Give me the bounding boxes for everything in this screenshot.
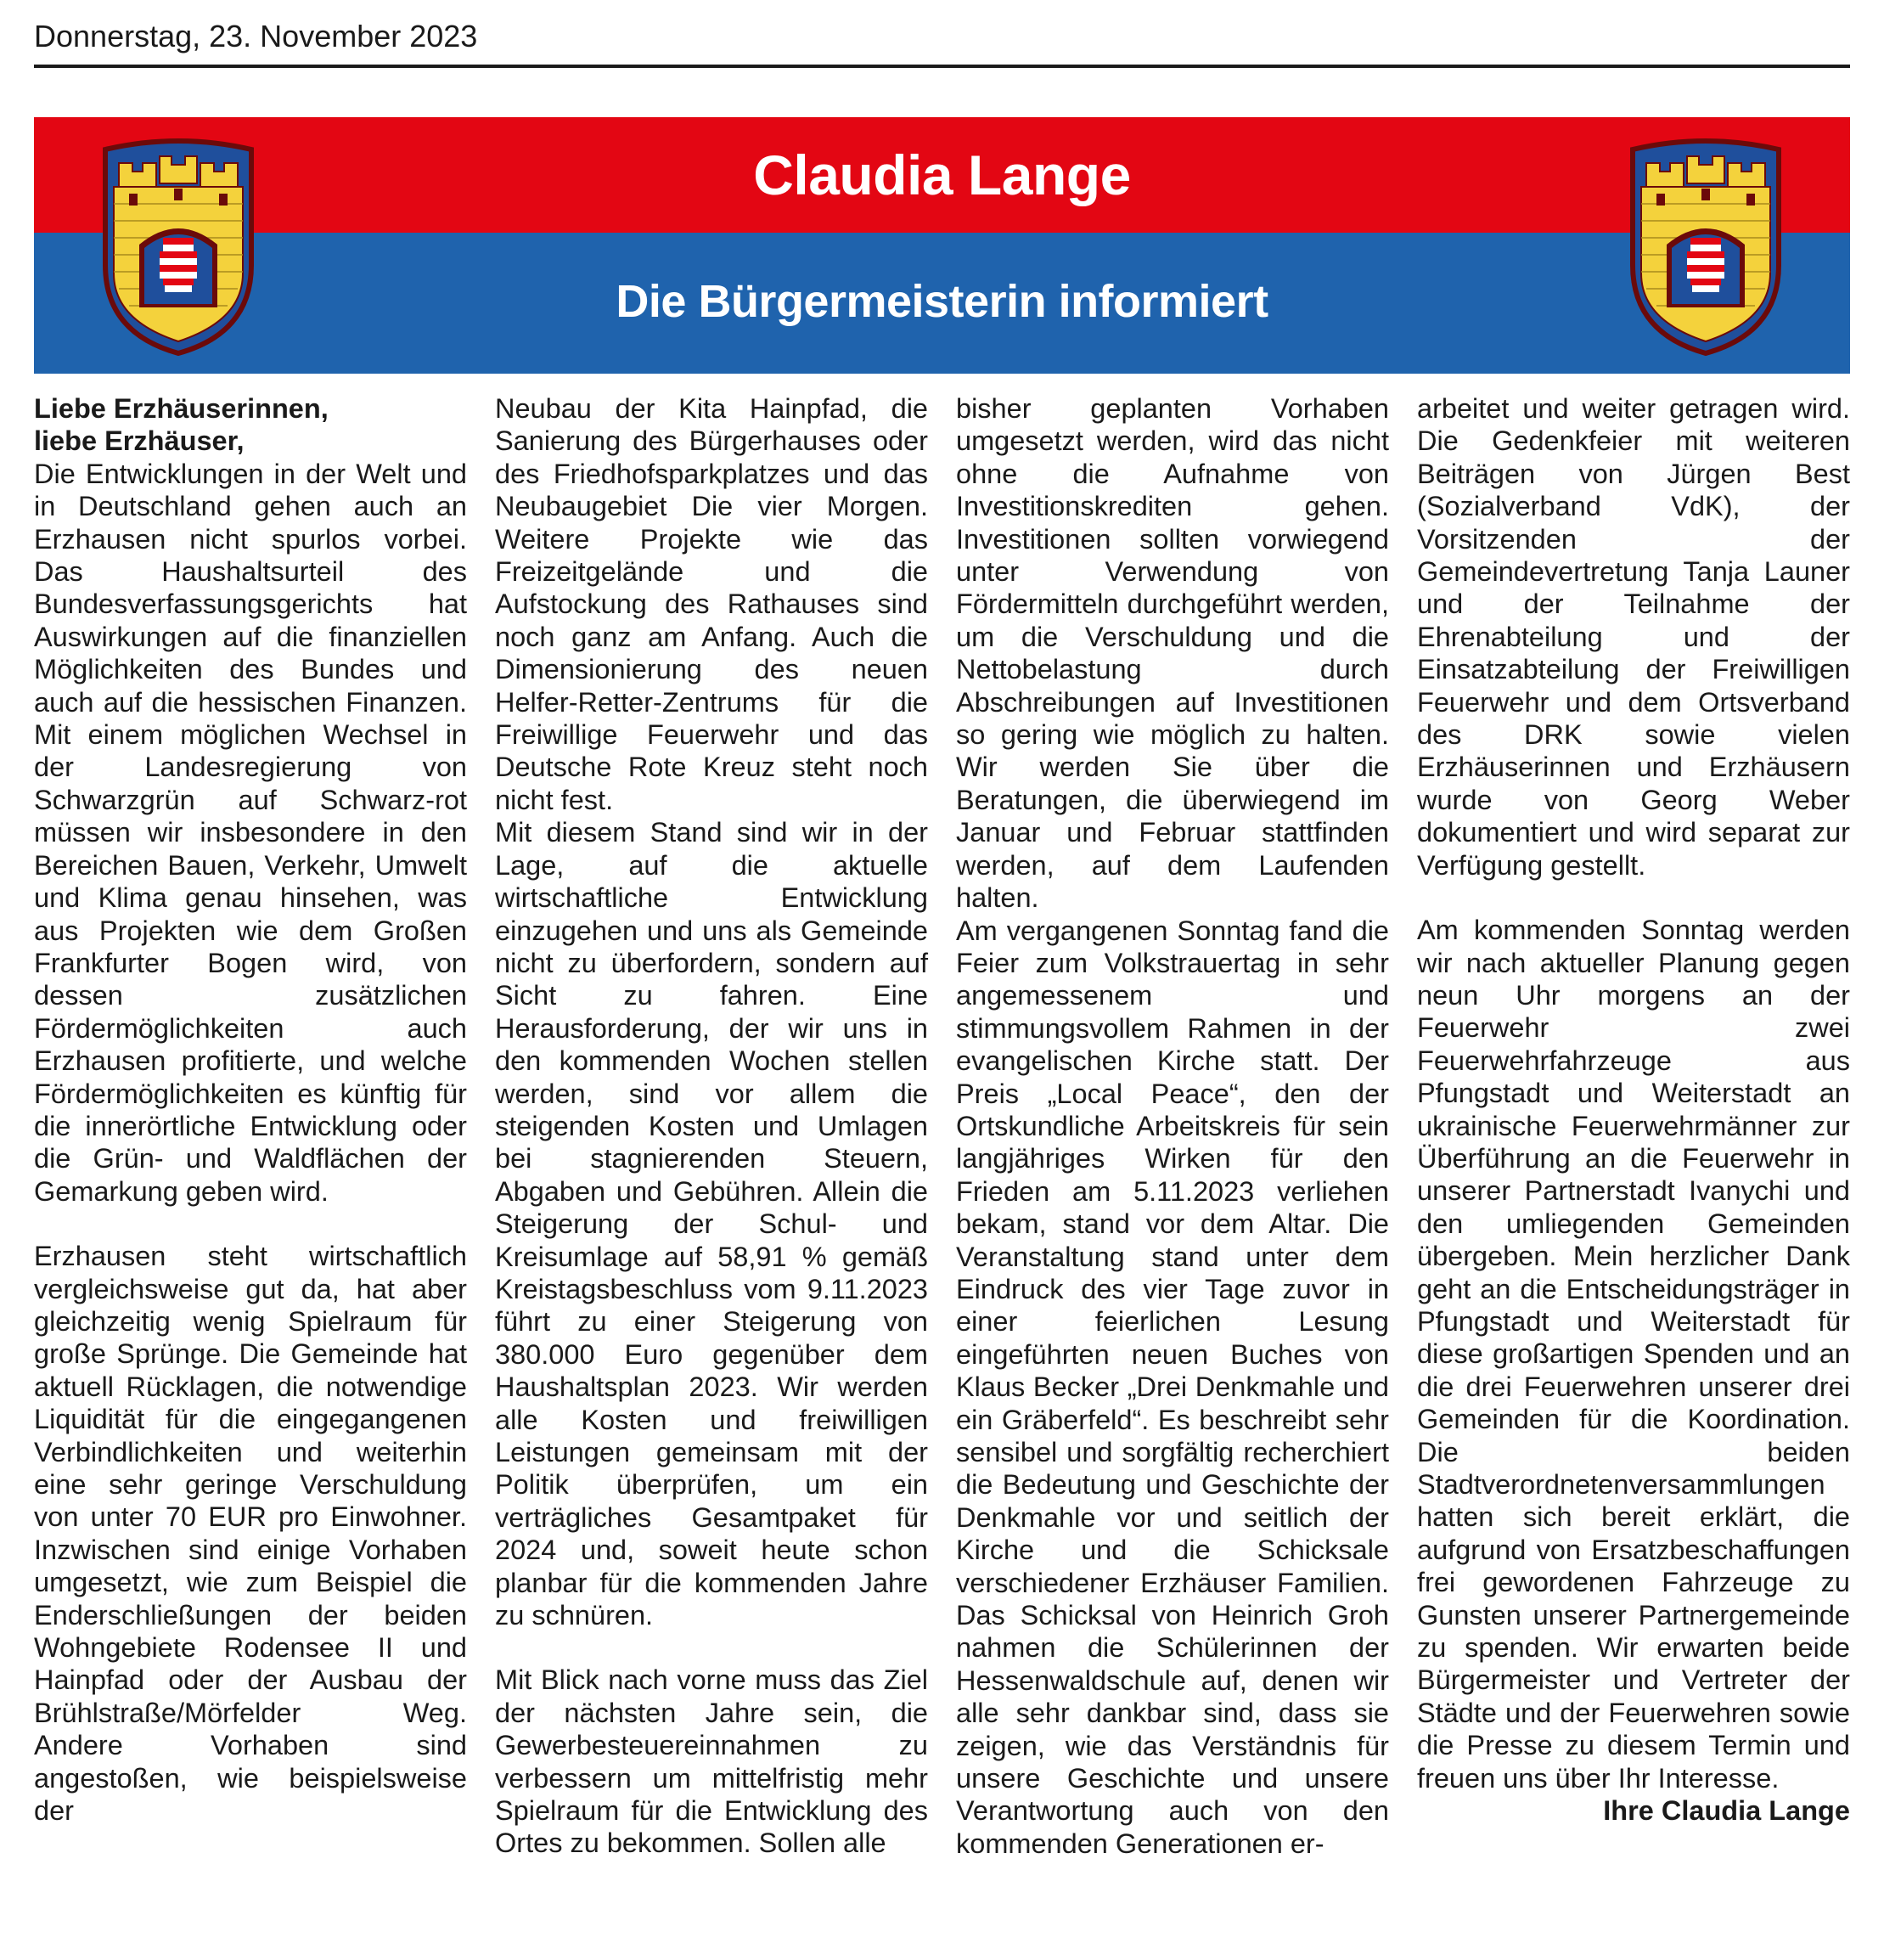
paragraph: Am vergangenen Sonntag fand die Feier zum Volkstrauertag in sehr angemessenem und stimmungsvollem Rahmen in der evangelischen Kirche statt. Der Preis „Local Peace“, den der Ortskundliche Arbeitskreis für sein langjähriges Wirken für den Frieden am 5.11.2023 verliehen bekam, stand vor dem Altar. Die Veranstaltung stand unter dem Eindruck des vier Tage zuvor in einer feierlichen Lesung eingeführten neuen Buches von Klaus Becker „Drei Denkmahle und ein Gräberfeld“. Es beschreibt sehr sensibel und sorgfältig recherchiert die Bedeutung und Geschichte der Denkmahle vor und seitlich der Kirche und die Schicksale verschiedener Erzhäuser Familien. Das Schicksal von Heinrich Groh nahmen die Schülerinnen der Hessenwaldschule auf, denen wir alle sehr dankbar sind, dass sie zeigen, wie das Verständnis für unsere Geschichte und unsere Verantwortung auch von den kommenden Generationen er- xyxy=(956,915,1389,1859)
signature: Ihre Claudia Lange xyxy=(1603,1795,1850,1827)
article-column-3 xyxy=(956,392,1389,1860)
paragraph: arbeitet und weiter getragen wird. Die Gedenkfeier mit weiteren Beiträgen von Jürgen Best (Sozialverband VdK), der Vorsitzenden der Gemeindevertretung Tanja Launer und der Teilnahme der Ehrenabteilung und der Einsatzabteilung der Freiwilligen Feuerwehr und dem Ortsverband des DRK sowie vielen Erzhäuserinnen und Erzhäusern wurde von Georg Weber dokumentiert und wird separat zur Verfügung gestellt. xyxy=(1417,393,1850,881)
paragraph: bisher geplanten Vorhaben umgesetzt werden, wird das nicht ohne die Aufnahme von Investitionskrediten gehen. Investitionen sollten vorwiegend unter Verwendung von Fördermitteln durchgeführt werden, um die Verschuldung und die Nettobelastung durch Abschreibungen auf Investitionen so gering wie möglich zu halten. Wir werden Sie über die Beratungen, die überwiegend im Januar und Februar stattfinden werden, auf dem Laufenden halten. xyxy=(956,393,1389,914)
publication-date: Donnerstag, 23. November 2023 xyxy=(34,19,478,54)
paragraph: Mit Blick nach vorne muss das Ziel der nächsten Jahre sein, die Gewerbesteuereinnahmen zu verbessern um mittelfristig mehr Spielraum für die Entwicklung des Ortes zu bekommen. Sollen alle xyxy=(495,1664,928,1859)
column-banner xyxy=(34,117,1850,374)
banner-subtitle: Die Bürgermeisterin informiert xyxy=(616,276,1268,327)
greeting-line-1: Liebe Erzhäuserinnen, xyxy=(34,393,329,424)
greeting-line-2: liebe Erzhäuser, xyxy=(34,425,245,457)
article-column-2 xyxy=(495,392,928,1860)
header-rule xyxy=(34,65,1850,68)
article-column-4 xyxy=(1417,392,1850,1827)
article-column-1 xyxy=(34,392,467,1827)
article-body xyxy=(34,392,1850,1946)
paragraph: Neubau der Kita Hainpfad, die Sanierung des Bürgerhauses oder des Friedhofsparkplatzes und das Neubaugebiet Die vier Morgen. Weitere Projekte wie das Freizeitgelände und die Aufstockung des Rathauses sind noch ganz am Anfang. Auch die Dimensionierung des neuen Helfer-Retter-Zentrums für die Freiwillige Feuerwehr und das Deutsche Rote Kreuz steht noch nicht fest. xyxy=(495,393,928,815)
banner-title: Claudia Lange xyxy=(753,144,1131,206)
paragraph: Mit diesem Stand sind wir in der Lage, auf die aktuelle wirtschaftliche Entwicklung einzugehen und uns als Gemeinde nicht zu überfordern, sondern auf Sicht zu fahren. Eine Herausforderung, der wir uns in den kommenden Wochen stellen werden, sind vor allem die steigenden Kosten und Umlagen bei stagnierenden Steuern, Abgaben und Gebühren. Allein die Steigerung der Schul- und Kreisumlage auf 58,91 % gemäß Kreistagsbeschluss vom 9.11.2023 führt zu einer Steigerung von 380.000 Euro gegenüber dem Haushaltsplan 2023. Wir werden alle Kosten und freiwilligen Leistungen gemeinsam mit der Politik überprüfen, um ein verträgliches Gesamtpaket für 2024 und, soweit heute schon planbar für die kommenden Jahre zu schnüren. xyxy=(495,817,928,1631)
paragraph: Erzhausen steht wirtschaftlich vergleichsweise gut da, hat aber gleichzeitig wenig Spielraum für große Sprünge. Die Gemeinde hat aktuell Rücklagen, die notwendige Liquidität für die eingegangenen Verbindlichkeiten und weiterhin eine sehr geringe Verschuldung von unter 70 EUR pro Einwohner. Inzwischen sind einige Vorhaben umgesetzt, wie zum Beispiel die Enderschließungen der beiden Wohngebiete Rodensee II und Hainpfad oder der Ausbau der Brühlstraße/Mörfelder Weg. Andere Vorhaben sind angestoßen, wie beispielsweise der xyxy=(34,1241,467,1827)
paragraph: Die Entwicklungen in der Welt und in Deutschland gehen auch an Erzhausen nicht spurlos vorbei. Das Haushaltsurteil des Bundesverfassungsgerichts hat Auswirkungen auf die finanziellen Möglichkeiten des Bundes und auch auf die hessischen Finanzen. Mit einem möglichen Wechsel in der Landesregierung von Schwarzgrün auf Schwarz-rot müssen wir insbesondere in den Bereichen Bauen, Verkehr, Umwelt und Klima genau hinsehen, was aus Projekten wie dem Großen Frankfurter Bogen wird, von dessen zusätzlichen Fördermöglichkeiten auch Erzhausen profitierte, und welche Fördermöglichkeiten es künftig für die innerörtliche Entwicklung oder die Grün- und Waldflächen der Gemarkung geben wird. xyxy=(34,458,467,1207)
paragraph: Am kommenden Sonntag werden wir nach aktueller Planung gegen neun Uhr morgens an der Feuerwehr zwei Feuerwehrfahrzeuge aus Pfungstadt und Weiterstadt an ukrainische Feuerwehrmänner zur Überführung an die Feuerwehr in unserer Partnerstadt Ivanychi und den umliegenden Gemeinden übergeben. Mein herzlicher Dank geht an die Entscheidungsträger in Pfungstadt und Weiterstadt für diese großartigen Spenden und an die drei Feuerwehren unserer drei Gemeinden für die Koordination. Die beiden Stadtverordnetenversammlungen hatten sich bereit erklärt, die aufgrund von Ersatzbeschaffungen frei gewordenen Fahrzeuge zu Gunsten unserer Partnergemeinde zu spenden. Wir erwarten beide Bürgermeister und Vertreter der Städte und der Feuerwehren sowie die Presse zu diesem Termin und freuen uns über Ihr Interesse. xyxy=(1417,915,1850,1794)
